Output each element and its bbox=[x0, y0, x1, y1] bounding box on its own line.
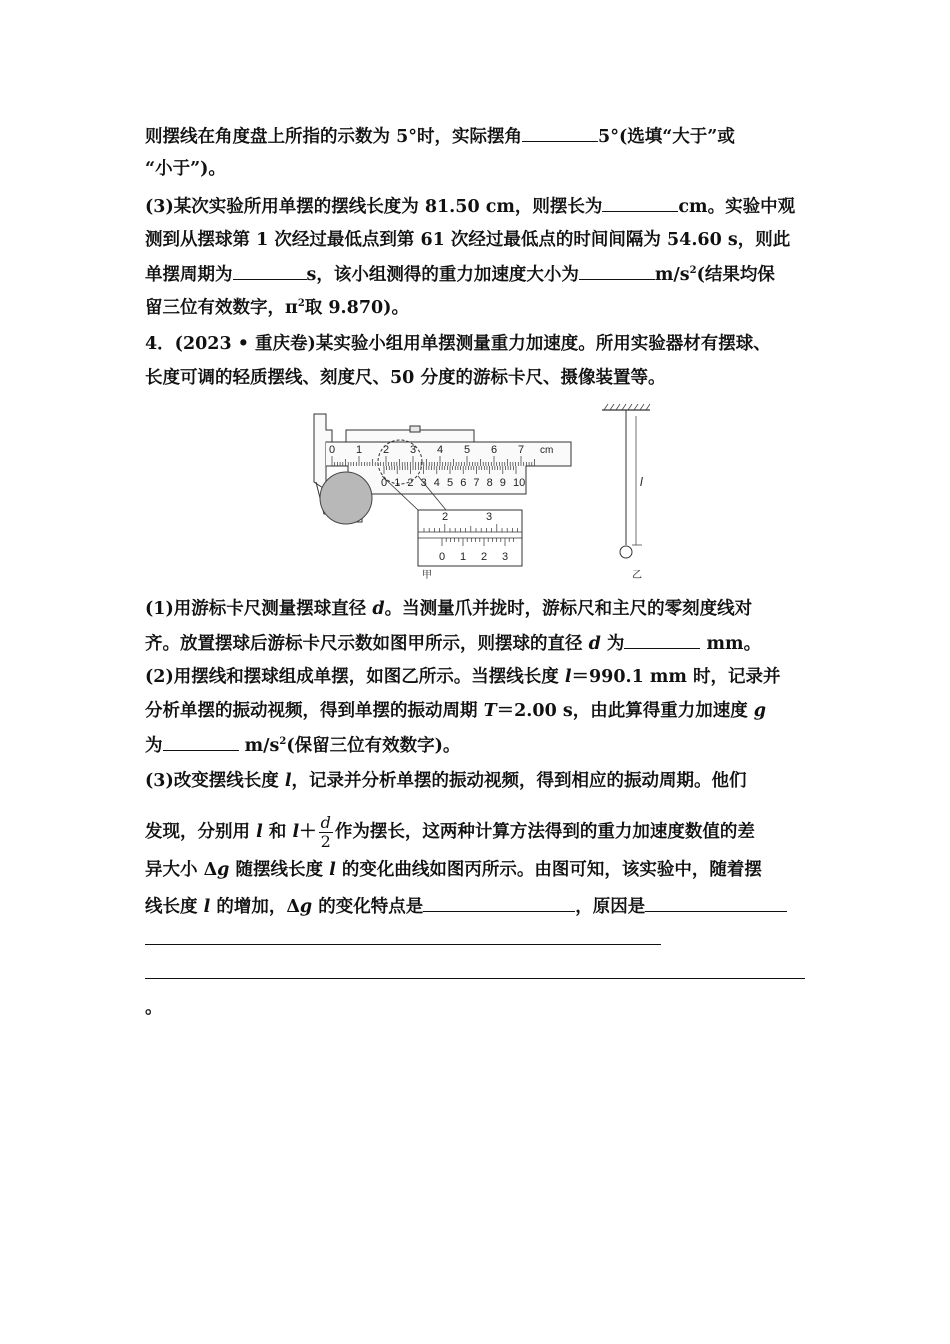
main-scale-label: 7 bbox=[518, 444, 525, 456]
zoom-inset bbox=[418, 510, 522, 566]
text-line-1: 则摆线在角度盘上所指的示数为 5°时，实际摆角 5°(选填“大于”或 bbox=[145, 124, 735, 149]
vernier-scale-label: 0 bbox=[381, 477, 388, 489]
vernier-scale-label: 8 bbox=[486, 477, 493, 489]
text-line-2: “小于”)。 bbox=[145, 159, 226, 179]
vernier-scale-label: 3 bbox=[420, 477, 427, 489]
text-line-15: 发现，分别用 l 和 l＋ $\frac{d}{2}$ 作为摆长，这两种计算方法得到的重力加速度数值的差 bbox=[145, 813, 755, 851]
zoom-vernier-label: 2 bbox=[481, 551, 488, 563]
zoom-vernier-label: 3 bbox=[502, 551, 509, 563]
answer-blank[interactable] bbox=[233, 262, 307, 280]
caption-jia: 甲 bbox=[422, 570, 432, 581]
main-scale-label: 2 bbox=[383, 444, 390, 456]
vernier-scale-label: 4 bbox=[433, 477, 440, 489]
experiment-figure bbox=[296, 402, 656, 584]
zoom-vernier-label: 1 bbox=[460, 551, 467, 563]
pendulum-length-label: l bbox=[640, 475, 643, 489]
main-scale-label: 3 bbox=[410, 444, 417, 456]
answer-blank[interactable] bbox=[579, 262, 655, 280]
text-line-11: (2)用摆线和摆球组成单摆，如图乙所示。当摆线长度 l＝990.1 mm 时，记录并 bbox=[145, 667, 781, 687]
text-line-4: 测到从摆球第 1 次经过最低点到第 61 次经过最低点的时间间隔为 54.60 s，则此 bbox=[145, 230, 791, 250]
text-line-13: 为 $m/s^2$(保留三位有效数字)。 bbox=[145, 733, 460, 758]
text-line-5: 单摆周期为 s，该小组测得的重力加速度大小为 $m/s^2$(结果均保 bbox=[145, 262, 775, 287]
text-line-9: (1)用游标卡尺测量摆球直径 d。当测量爪并拢时，游标尺和主尺的零刻度线对 bbox=[145, 599, 753, 619]
vernier-scale-label: 7 bbox=[473, 477, 480, 489]
text-line-17: 线长度 l 的增加，Δg 的变化特点是 ，原因是 bbox=[145, 894, 787, 919]
vernier-scale-label: 6 bbox=[460, 477, 467, 489]
text-line-end: 。 bbox=[145, 998, 163, 1018]
pendulum bbox=[602, 404, 650, 558]
question-4-header: 4．(2023 • 重庆卷)某实验小组用单摆测量重力加速度。所用实验器材有摆球、 bbox=[145, 334, 771, 354]
main-scale-label: 6 bbox=[491, 444, 498, 456]
answer-blank[interactable] bbox=[522, 124, 598, 142]
main-scale-label: 5 bbox=[464, 444, 471, 456]
zoom-main-label: 2 bbox=[442, 511, 449, 523]
answer-blank[interactable] bbox=[624, 631, 700, 649]
vernier-scale-label: 9 bbox=[499, 477, 506, 489]
answer-blank[interactable] bbox=[423, 894, 575, 912]
vernier-scale-label: 2 bbox=[407, 477, 414, 489]
text-line-3: (3)某次实验所用单摆的摆线长度为 81.50 cm，则摆长为 cm。实验中观 bbox=[145, 194, 795, 219]
vernier-scale-label: 5 bbox=[447, 477, 454, 489]
zoom-vernier-label: 0 bbox=[439, 551, 446, 563]
caption-yi: 乙 bbox=[632, 570, 642, 581]
text-line-12: 分析单摆的振动视频，得到单摆的振动周期 T＝2.00 s，由此算得重力加速度 g bbox=[145, 701, 767, 721]
fraction-d-over-2: $\frac{d}{2}$ bbox=[320, 813, 331, 851]
text-line-14: (3)改变摆线长度 l，记录并分析单摆的振动视频，得到相应的振动周期。他们 bbox=[145, 771, 747, 791]
answer-blank[interactable] bbox=[645, 894, 787, 912]
main-scale-label: 4 bbox=[437, 444, 444, 456]
caliper-unit: cm bbox=[540, 445, 554, 456]
ball-in-jaws bbox=[320, 472, 372, 524]
text-line-10: 齐。放置摆球后游标卡尺示数如图甲所示，则摆球的直径 d 为 mm。 bbox=[145, 631, 761, 656]
answer-line[interactable] bbox=[145, 944, 661, 945]
answer-line[interactable] bbox=[145, 978, 805, 979]
answer-blank[interactable] bbox=[163, 733, 239, 751]
vernier-scale-label: 1 bbox=[394, 477, 401, 489]
text-line-16: 异大小 Δg 随摆线长度 l 的变化曲线如图丙所示。由图可知，该实验中，随着摆 bbox=[145, 860, 762, 880]
main-scale-label: 1 bbox=[356, 444, 363, 456]
vernier-scale-label: 10 bbox=[513, 477, 526, 489]
vernier-caliper bbox=[314, 414, 571, 524]
answer-blank[interactable] bbox=[602, 194, 678, 212]
text-line-8: 长度可调的轻质摆线、刻度尺、50 分度的游标卡尺、摄像装置等。 bbox=[145, 368, 666, 388]
main-scale-label: 0 bbox=[329, 444, 336, 456]
text-line-6: 留三位有效数字，$\pi^2$取 9.870)。 bbox=[145, 298, 409, 318]
zoom-main-label: 3 bbox=[486, 511, 493, 523]
